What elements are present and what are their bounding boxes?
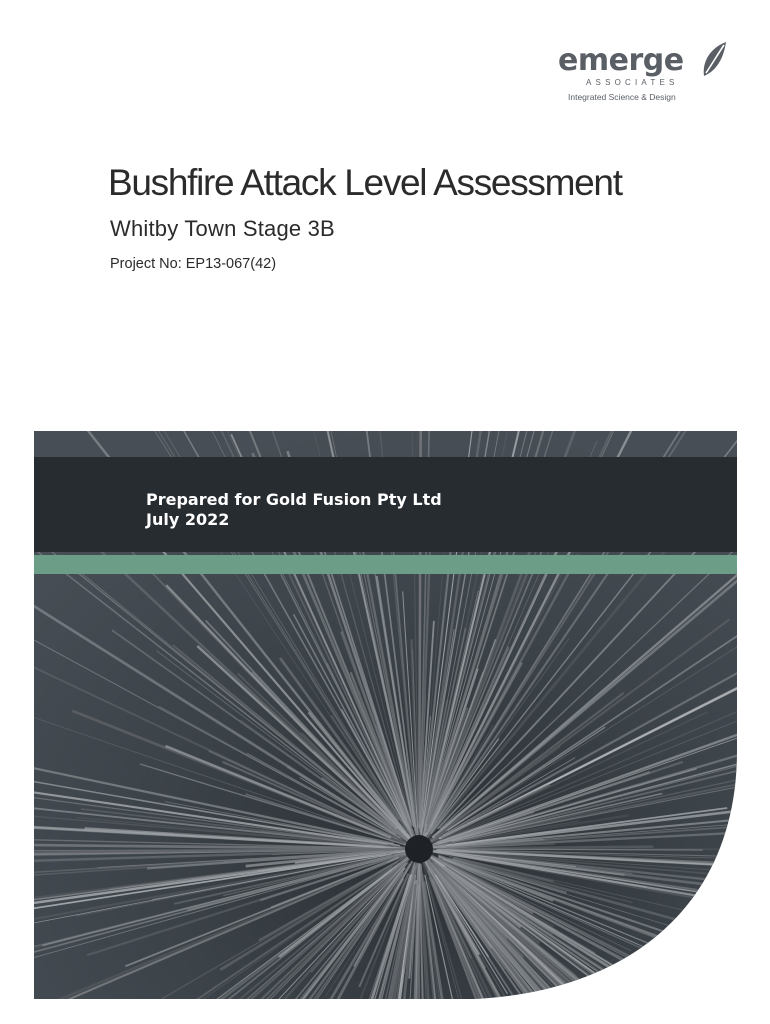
document-subtitle: Whitby Town Stage 3B [110,216,335,241]
logo-subtext: ASSOCIATES [586,78,679,87]
emerge-logo [556,40,736,108]
prepared-for-text: Prepared for Gold Fusion Pty Ltd [146,490,442,509]
report-date: July 2022 [146,510,230,529]
document-title: Bushfire Attack Level Assessment [108,162,622,203]
leaf-icon [698,40,728,80]
project-number: Project No: EP13-067(42) [110,256,277,272]
logo-wordmark: emerge [558,43,684,78]
accent-bar [34,555,737,574]
logo-tagline: Integrated Science & Design [568,92,676,102]
plant-center [405,835,433,863]
prepared-for-banner [34,457,737,552]
